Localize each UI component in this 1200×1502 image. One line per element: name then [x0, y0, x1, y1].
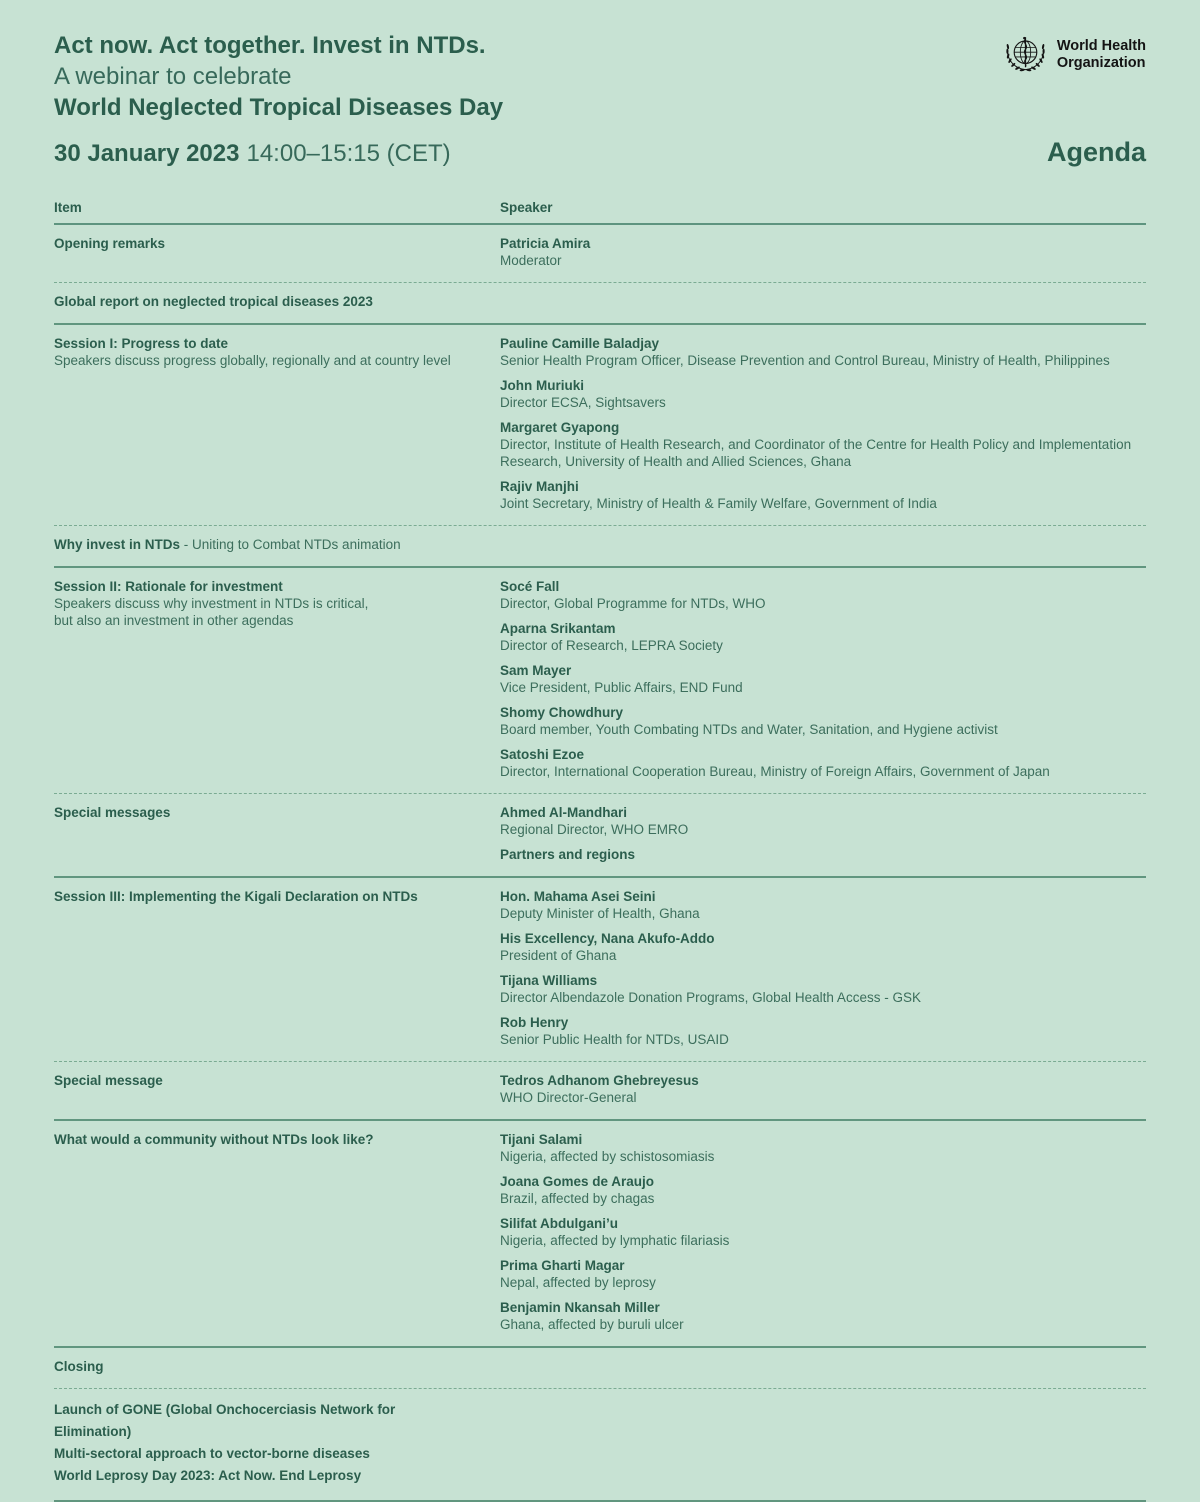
speaker-role: WHO Director-General: [500, 1090, 637, 1105]
item-title: [54, 293, 474, 310]
speaker-name: Rob Henry: [500, 1015, 569, 1030]
speaker-role: Director of Research, LEPRA Society: [500, 638, 723, 653]
speaker-entry: [500, 972, 1146, 1006]
agenda-row: [54, 526, 1146, 568]
title-block: [54, 30, 503, 123]
item-title-text: Closing: [54, 1359, 104, 1374]
item-title: [54, 1358, 474, 1375]
item-title-text: Special message: [54, 1073, 163, 1088]
item-title-suffix: - Uniting to Combat NTDs animation: [180, 537, 401, 552]
item-cell: [54, 1131, 500, 1333]
speaker-name: Tijana Williams: [500, 973, 598, 988]
agenda-heading: Agenda: [1046, 137, 1146, 167]
speaker-name: Patricia Amira: [500, 236, 591, 251]
agenda-table: [54, 196, 1146, 1502]
speaker-role: Nigeria, affected by lymphatic filariasis: [500, 1233, 730, 1248]
item-cell: [54, 578, 500, 780]
item-title-text: Global report on neglected tropical diseases 2023: [54, 294, 373, 309]
speaker-name: Rajiv Manjhi: [500, 479, 579, 494]
item-description: Speakers discuss progress globally, regionally and at country level: [54, 353, 451, 368]
agenda-row: [54, 878, 1146, 1062]
who-emblem-icon: [1002, 32, 1049, 79]
speaker-entry: [500, 1173, 1146, 1207]
speaker-name: Hon. Mahama Asei Seini: [500, 889, 656, 904]
speaker-entry: [500, 662, 1146, 696]
speaker-entry: [500, 235, 1146, 269]
speaker-cell: [500, 335, 1146, 512]
speaker-role: Director ECSA, Sightsavers: [500, 395, 666, 410]
speaker-name: Ahmed Al-Mandhari: [500, 805, 628, 820]
speaker-entry: [500, 1215, 1146, 1249]
speaker-role: Joint Secretary, Ministry of Health & Family Welfare, Government of India: [500, 496, 937, 511]
speaker-entry: [500, 620, 1146, 654]
speaker-role: Director, International Cooperation Bureau, Ministry of Foreign Affairs, Government of Japan: [500, 764, 1050, 779]
speaker-name: Margaret Gyapong: [500, 420, 620, 435]
agenda-row: [54, 568, 1146, 794]
agenda-row: [54, 1389, 1146, 1502]
speaker-entry: [500, 1014, 1146, 1048]
agenda-row: [54, 283, 1146, 325]
speaker-role: Senior Public Health for NTDs, USAID: [500, 1032, 729, 1047]
who-logo-line1: World Health: [1056, 38, 1146, 54]
item-cell: [54, 235, 500, 269]
item-line: World Leprosy Day 2023: Act Now. End Leprosy: [54, 1468, 362, 1483]
speaker-entry: [500, 1131, 1146, 1165]
speaker-entry: [500, 1299, 1146, 1333]
speaker-role: Moderator: [500, 253, 562, 268]
speaker-role: Director, Institute of Health Research, and Coordinator of the Centre for Health Policy and Implementation Research, University of Health and Allied Sciences, Ghana: [500, 437, 1132, 469]
column-header-speaker: Speaker: [500, 200, 553, 215]
speaker-role: Nigeria, affected by schistosomiasis: [500, 1149, 715, 1164]
subtitle: A webinar to celebrate: [54, 63, 292, 90]
speaker-name: Satoshi Ezoe: [500, 747, 585, 762]
speaker-name: Partners and regions: [500, 847, 636, 862]
speaker-cell: [500, 536, 1146, 553]
speaker-entry: [500, 578, 1146, 612]
speaker-entry: [500, 746, 1146, 780]
speaker-entry: [500, 478, 1146, 512]
speaker-name: Benjamin Nkansah Miller: [500, 1300, 660, 1315]
item-line: Multi-sectoral approach to vector-borne diseases: [54, 1446, 370, 1461]
item-title-text: Session II: Rationale for investment: [54, 579, 283, 594]
speaker-name: Silifat Abdulgani’u: [500, 1216, 618, 1231]
speaker-role: Deputy Minister of Health, Ghana: [500, 906, 700, 921]
speaker-role: Ghana, affected by buruli ulcer: [500, 1317, 684, 1332]
who-logo-line2: Organization: [1056, 54, 1146, 71]
speaker-cell: [500, 1399, 1146, 1487]
speaker-entry: [500, 704, 1146, 738]
item-cell: [54, 804, 500, 863]
speaker-role: Senior Health Program Officer, Disease Prevention and Control Bureau, Ministry of Health, Philippines: [500, 353, 1110, 368]
item-title: [54, 888, 474, 905]
item-title: [54, 578, 474, 595]
speaker-name: John Muriuki: [500, 378, 584, 393]
item-title: [54, 536, 474, 553]
speaker-role: Director Albendazole Donation Programs, Global Health Access - GSK: [500, 990, 921, 1005]
speaker-role: Regional Director, WHO EMRO: [500, 822, 689, 837]
speaker-entry: [500, 846, 1146, 863]
event-date: [54, 140, 451, 168]
speaker-cell: [500, 1072, 1146, 1106]
table-header-row: [54, 196, 1146, 225]
speaker-cell: [500, 1358, 1146, 1375]
speaker-role: President of Ghana: [500, 948, 617, 963]
item-title: [54, 1131, 474, 1148]
item-title-text: Special messages: [54, 805, 171, 820]
event-date-time: 14:00–15:15 (CET): [246, 140, 451, 167]
speaker-name: Tijani Salami: [500, 1132, 583, 1147]
speaker-entry: [500, 1072, 1146, 1106]
item-title-text: Session I: Progress to date: [54, 336, 229, 351]
item-title-text: What would a community without NTDs look like?: [54, 1132, 374, 1147]
item-title: [54, 1072, 474, 1089]
speaker-name: Joana Gomes de Araujo: [500, 1174, 655, 1189]
speaker-name: Pauline Camille Baladjay: [500, 336, 660, 351]
speaker-entry: [500, 930, 1146, 964]
speaker-entry: [500, 804, 1146, 838]
event-date-day: 30 January 2023: [54, 140, 240, 167]
agenda-row: [54, 325, 1146, 526]
agenda-row: [54, 225, 1146, 283]
item-cell: [54, 536, 500, 553]
who-logo-text: [1057, 32, 1146, 71]
speaker-role: Director, Global Programme for NTDs, WHO: [500, 596, 766, 611]
speaker-cell: [500, 578, 1146, 780]
item-cell: [54, 1399, 500, 1487]
speaker-cell: [500, 293, 1146, 310]
speaker-name: Sam Mayer: [500, 663, 572, 678]
speaker-entry: [500, 888, 1146, 922]
speaker-role: Vice President, Public Affairs, END Fund: [500, 680, 743, 695]
speaker-role: Brazil, affected by chagas: [500, 1191, 655, 1206]
speaker-entry: [500, 419, 1146, 470]
item-cell: [54, 293, 500, 310]
item-cell: [54, 888, 500, 1048]
agenda-row: [54, 1121, 1146, 1348]
column-header-item: Item: [54, 200, 82, 215]
item-title: [54, 804, 474, 821]
agenda-rows: [54, 225, 1146, 1502]
speaker-name: Aparna Srikantam: [500, 621, 616, 636]
speaker-cell: [500, 888, 1146, 1048]
item-title-text: Opening remarks: [54, 236, 166, 251]
item-title-text: Session III: Implementing the Kigali Declaration on NTDs: [54, 889, 418, 904]
item-title: [54, 235, 474, 252]
date-row: [54, 137, 1146, 168]
speaker-entry: [500, 1257, 1146, 1291]
item-cell: [54, 335, 500, 512]
speaker-name: Prima Gharti Magar: [500, 1258, 625, 1273]
speaker-name: Shomy Chowdhury: [500, 705, 624, 720]
agenda-row: [54, 794, 1146, 878]
item-title-text: Why invest in NTDs: [54, 537, 181, 552]
agenda-row: [54, 1348, 1146, 1389]
item-cell: [54, 1072, 500, 1106]
item-cell: [54, 1358, 500, 1375]
speaker-cell: [500, 804, 1146, 863]
agenda-row: [54, 1062, 1146, 1121]
speaker-name: Tedros Adhanom Ghebreyesus: [500, 1073, 699, 1088]
speaker-cell: [500, 1131, 1146, 1333]
speaker-role: Nepal, affected by leprosy: [500, 1275, 656, 1290]
main-title: Act now. Act together. Invest in NTDs.: [54, 32, 486, 59]
speaker-entry: [500, 335, 1146, 369]
who-logo: [1002, 32, 1146, 79]
item-title: [54, 335, 474, 352]
event-title: World Neglected Tropical Diseases Day: [54, 94, 504, 121]
speaker-name: His Excellency, Nana Akufo-Addo: [500, 931, 715, 946]
item-description: Speakers discuss why investment in NTDs is critical,: [54, 596, 369, 611]
item-description: but also an investment in other agendas: [54, 613, 294, 628]
speaker-cell: [500, 235, 1146, 269]
item-line: Launch of GONE (Global Onchocerciasis Network for Elimination): [54, 1402, 396, 1439]
speaker-role: Board member, Youth Combating NTDs and Water, Sanitation, and Hygiene activist: [500, 722, 998, 737]
speaker-entry: [500, 377, 1146, 411]
document-header: [54, 30, 1146, 123]
speaker-name: Socé Fall: [500, 579, 560, 594]
